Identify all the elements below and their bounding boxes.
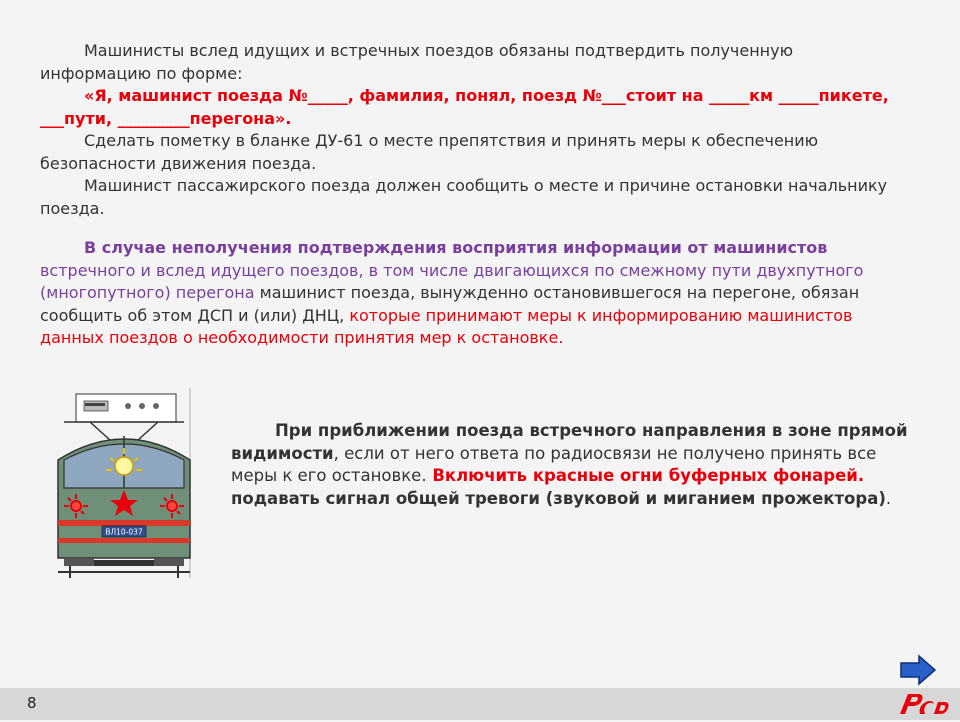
instruction-block-1 bbox=[40, 40, 890, 220]
paragraph-quote-form: «Я, машинист поезда №_____, фамилия, понял, поезд №___стоит на _____км _____пикете, ___пути, _________перегона». bbox=[40, 86, 889, 128]
text-purple: встречного и вслед идущего поездов, в том числе двигающихся по смежному пути двухпутного (многопутного) перегона bbox=[40, 260, 864, 302]
paragraph-approaching-train bbox=[231, 420, 921, 510]
instruction-block-2 bbox=[40, 237, 890, 350]
locomotive-icon bbox=[50, 388, 198, 580]
paragraph-passenger-train: Машинист пассажирского поезда должен сообщить о месте и причине остановки начальнику поезда. bbox=[40, 176, 888, 218]
paragraph-confirm-form: Машинисты вслед идущих и встречных поездов обязаны подтвердить полученную информацию по форме: bbox=[40, 41, 794, 83]
text-dark: машинист поезда, вынужденно остановившегося на перегоне, обязан сообщить об этом ДСП и (или) ДНЦ, bbox=[40, 283, 860, 325]
arrow-right-icon bbox=[899, 654, 937, 686]
paragraph-no-confirmation bbox=[40, 237, 890, 350]
locomotive-number-plate: ВЛ10-037 bbox=[105, 527, 143, 537]
rzd-logo bbox=[894, 688, 952, 722]
text-red-lights: Включить красные огни буферных фонарей. bbox=[426, 466, 865, 485]
text-end: . bbox=[885, 488, 892, 508]
page-number: 8 bbox=[27, 694, 37, 712]
text-bold-approach: При приближении поезда встречного направления в зоне прямой видимости bbox=[231, 421, 908, 463]
locomotive-image bbox=[50, 388, 198, 584]
instruction-block-3 bbox=[231, 420, 921, 510]
footer-bar bbox=[0, 688, 960, 720]
rzd-logo-icon bbox=[894, 688, 952, 718]
text-normal: , если от него ответа по радиосвязи не получено принять все меры к его остановке. bbox=[231, 443, 877, 485]
text-red: которые принимают меры к информированию машинистов данных поездов о необходимости принятия мер к остановке. bbox=[40, 305, 853, 347]
next-slide-button[interactable] bbox=[899, 654, 937, 690]
text-bold-alarm: подавать сигнал общей тревоги (звуковой и миганием прожектора) bbox=[231, 488, 886, 508]
text-bold-purple: В случае неполучения подтверждения восприятия информации от машинистов bbox=[84, 238, 828, 257]
paragraph-du61-note: Сделать пометку в бланке ДУ-61 о месте препятствия и принять меры к обеспечению безопасности движения поезда. bbox=[40, 131, 819, 173]
